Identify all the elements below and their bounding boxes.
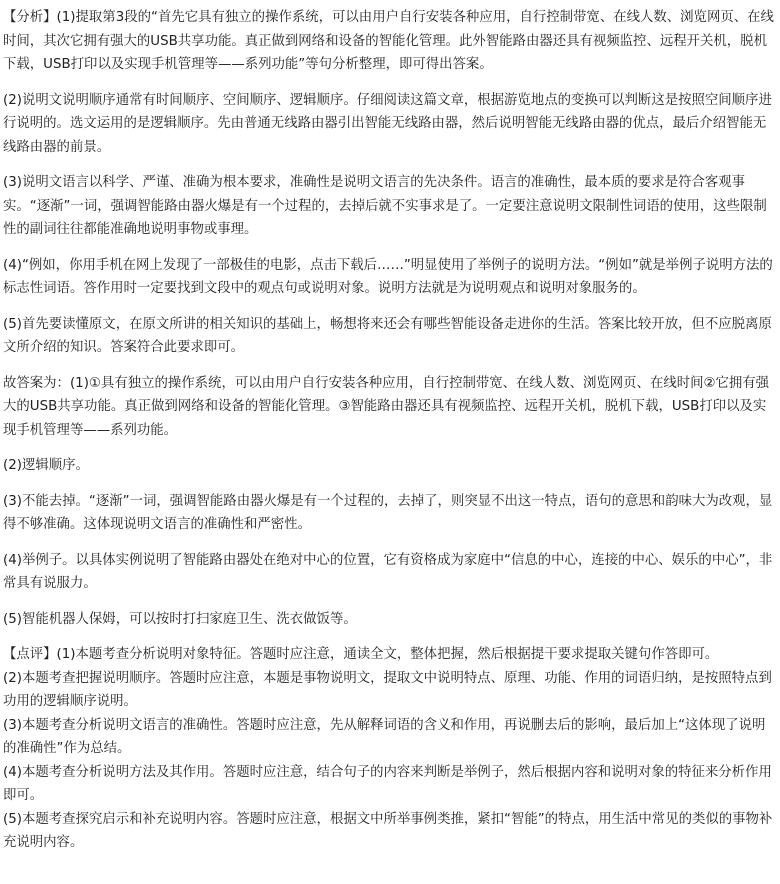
review-section bbox=[3, 643, 776, 855]
analysis-paragraph: (5)首先要读懂原文，在原文所讲的相关知识的基础上，畅想将来还会有哪些智能设备走进你的生活。答案比较开放，但不应脱离原文所介绍的知识。答案符合此要求即可。 bbox=[3, 316, 772, 355]
answer-paragraph: (5)智能机器人保姆，可以按时打扫家庭卫生、洗衣做饭等。 bbox=[3, 611, 357, 627]
answer-paragraph: 故答案为：(1)①具有独立的操作系统，可以由用户自行安装各种应用，自行控制带宽、在线人数、浏览网页、在线时间②它拥有强大的USB共享功能。真正做到网络和设备的智能化管理。③智能路由器还具有视频监控、远程开关机，脱机下载，USB打印以及实现手机管理等——系列功能。 bbox=[3, 375, 770, 438]
analysis-paragraph: (2)说明文说明顺序通常有时间顺序、空间顺序、逻辑顺序。仔细阅读这篇文章，根据游览地点的变换可以判断这是按照空间顺序进行说明的。选文运用的是逻辑顺序。先由普通无线路由器引出智能无线路由器，然后说明智能无线路由器的优点，最后介绍智能无线路由器的前景。 bbox=[3, 92, 772, 155]
analysis-section bbox=[3, 6, 776, 360]
analysis-paragraph: (4)“例如，你用手机在网上发现了一部极佳的电影，点击下载后……”明显使用了举例子的说明方法。“例如”就是举例子说明方法的标志性词语。答作用时一定要找到文段中的观点句或说明对象。说明方法就是为说明观点和说明对象服务的。 bbox=[3, 257, 773, 296]
review-paragraph: (3)本题考查分析说明文语言的准确性。答题时应注意，先从解释词语的含义和作用，再说删去后的影响，最后加上“这体现了说明的准确性”作为总结。 bbox=[3, 717, 766, 756]
analysis-paragraph: 【分析】(1)提取第3段的“首先它具有独立的操作系统，可以由用户自行安装各种应用，自行控制带宽、在线人数、浏览网页、在线时间，其次它拥有强大的USB共享功能。真正做到网络和设备的智能化管理。此外智能路由器还具有视频监控、远程开关机，脱机下载，USB打印以及实现手机管理等——系列功能”等句分析整理，即可得出答案。 bbox=[3, 10, 774, 72]
review-paragraph: (4)本题考查分析说明方法及其作用。答题时应注意，结合句子的内容来判断是举例子，然后根据内容和说明对象的特征来分析作用即可。 bbox=[3, 764, 772, 803]
answer-paragraph: (2)逻辑顺序。 bbox=[3, 458, 89, 473]
review-paragraph: (5)本题考查探究启示和补充说明内容。答题时应注意，根据文中所举事例类推，紧扣“智能”的特点，用生活中常见的类似的事物补充说明内容。 bbox=[3, 811, 773, 850]
review-paragraph: 【点评】(1)本题考查分析说明对象特征。答题时应注意，通读全文，整体把握，然后根据提干要求提取关键句作答即可。 bbox=[3, 647, 719, 662]
review-paragraph: (2)本题考查把握说明顺序。答题时应注意，本题是事物说明文，提取文中说明特点、原理、功能、作用的词语归纳，是按照特点到功用的逻辑顺序说明。 bbox=[3, 670, 772, 709]
answer-paragraph: (3)不能去掉。“逐渐”一词，强调智能路由器火爆是有一个过程的，去掉了，则突显不出这一特点，语句的意思和韵味大为改观，显得不够准确。这体现说明文语言的准确性和严密性。 bbox=[3, 493, 773, 532]
analysis-paragraph: (3)说明文语言以科学、严谨、准确为根本要求，准确性是说明文语言的先决条件。语言的准确性，最本质的要求是符合客观事实。“逐渐”一词，强调智能路由器火爆是有一个过程的，去掉后就不实事求是了。一定要注意说明文限制性词语的使用，这些限制性的副词往往都能准确地说明事物或事理。 bbox=[3, 175, 767, 237]
answers-section bbox=[3, 372, 776, 632]
answer-paragraph: (4)举例子。以具体实例说明了智能路由器处在绝对中心的位置，它有资格成为家庭中“信息的中心，连接的中心、娱乐的中心”，非常具有说服力。 bbox=[3, 552, 773, 591]
